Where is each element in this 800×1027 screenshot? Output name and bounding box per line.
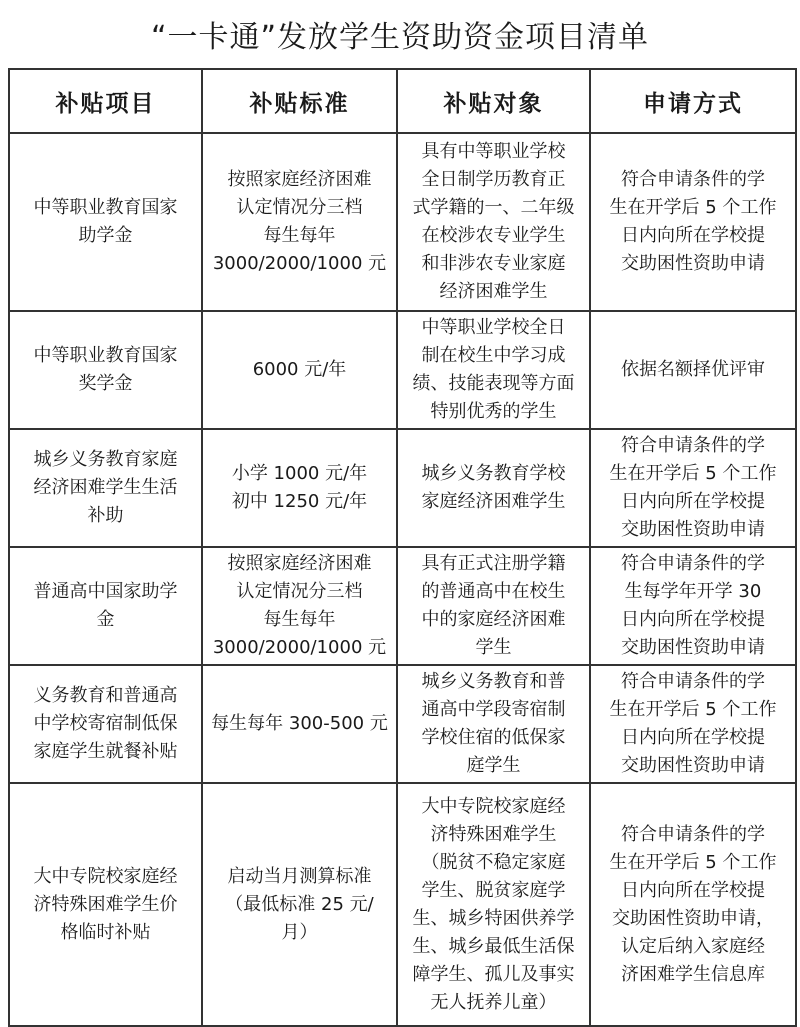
cell-text-line: 月）: [281, 921, 318, 943]
subsidy-table: [8, 68, 797, 1027]
cell-text-line: 格临时补贴: [60, 921, 151, 943]
cell-text-line: 家庭学生就餐补贴: [33, 741, 178, 762]
standard-cell: [202, 311, 397, 429]
cell-text-line: 生每学年开学 30: [624, 581, 762, 602]
item-cell: [9, 429, 202, 547]
cell-text-line: 认定情况分三档: [236, 197, 363, 218]
cell-text-line: 城乡义务教育和普: [421, 671, 566, 692]
cell-text-line: 大中专院校家庭经: [33, 865, 178, 887]
cell-text-line: 交助困性资助申请: [621, 253, 765, 274]
cell-text-line: 启动当月测算标准: [227, 865, 372, 887]
cell-text-line: 中的家庭经济困难: [421, 609, 566, 630]
cell-text-line: 按照家庭经济困难: [227, 169, 372, 190]
cell-text-line: 家庭经济困难学生: [421, 491, 566, 512]
cell-text-line: 城乡义务教育学校: [421, 463, 566, 484]
cell-text-line: 日内向所在学校提: [621, 491, 765, 512]
cell-text-line: 庭学生: [466, 755, 521, 776]
standard-cell: [202, 665, 397, 783]
method-cell: [590, 783, 796, 1026]
cell-text-line: 的普通高中在校生: [421, 581, 566, 602]
header-method: 申请方式: [590, 69, 796, 133]
cell-text-line: 济困难学生信息库: [621, 963, 765, 985]
cell-text-line: 日内向所在学校提: [621, 727, 765, 748]
header-standard: 补贴标准: [202, 69, 397, 133]
cell-text-line: 无人抚养儿童）: [430, 991, 557, 1013]
cell-text-line: 济特殊困难学生: [430, 823, 557, 845]
item-cell: [9, 783, 202, 1026]
cell-text-line: 绩、技能表现等方面: [412, 373, 575, 394]
cell-text-line: 符合申请条件的学: [621, 553, 765, 574]
cell-text-line: 式学籍的一、二年级: [412, 197, 575, 218]
document-title: “一卡通”发放学生资助资金项目清单: [150, 20, 650, 55]
header-target: 补贴对象: [397, 69, 590, 133]
cell-text-line: 交助困性资助申请: [621, 637, 765, 658]
cell-text-line: 每生每年: [263, 225, 336, 246]
cell-text-line: 交助困性资助申请: [621, 755, 765, 776]
cell-text-line: 和非涉农专业家庭: [421, 253, 566, 274]
cell-text-line: 中学校寄宿制低保: [33, 713, 178, 734]
standard-cell: [202, 547, 397, 665]
method-cell: [590, 665, 796, 783]
method-cell: [590, 429, 796, 547]
cell-text-line: 在校涉农专业学生: [421, 225, 566, 246]
cell-text-line: 具有正式注册学籍: [421, 553, 566, 574]
cell-text-line: 生、城乡最低生活保: [412, 935, 575, 957]
cell-text-line: 符合申请条件的学: [621, 435, 765, 456]
table-row: [9, 133, 796, 311]
cell-text-line: 义务教育和普通高: [33, 685, 178, 706]
cell-text-line: 制在校生中学习成: [421, 345, 566, 366]
cell-text-line: 生在开学后 5 个工作: [609, 699, 777, 720]
cell-text-line: 交助困性资助申请，: [612, 907, 774, 929]
cell-text-line: 符合申请条件的学: [621, 671, 765, 692]
cell-text-line: 每生每年 300-500 元: [211, 713, 388, 734]
target-cell: [397, 429, 590, 547]
cell-text-line: 经济困难学生: [439, 281, 548, 302]
cell-text-line: （最低标准 25 元/: [225, 893, 374, 915]
cell-text-line: 补助: [87, 505, 124, 526]
item-cell: [9, 547, 202, 665]
cell-text-line: 金: [96, 609, 115, 630]
cell-text-line: 全日制学历教育正: [421, 169, 566, 190]
table-row: [9, 429, 796, 547]
table-row: [9, 547, 796, 665]
cell-text-line: 特别优秀的学生: [430, 401, 557, 422]
cell-text-line: 符合申请条件的学: [621, 823, 765, 845]
cell-text-line: 认定情况分三档: [236, 581, 363, 602]
cell-text-line: 中等职业学校全日: [421, 317, 566, 338]
cell-text-line: 小学 1000 元/年: [231, 463, 368, 484]
cell-text-line: 初中 1250 元/年: [231, 491, 368, 512]
table-header-row: [9, 69, 796, 133]
table-row: [9, 783, 796, 1026]
target-cell: [397, 783, 590, 1026]
cell-text-line: （脱贫不稳定家庭: [421, 851, 566, 873]
cell-text-line: 中等职业教育国家: [33, 345, 178, 366]
cell-text-line: 奖学金: [78, 373, 133, 394]
cell-text-line: 助学金: [78, 225, 133, 246]
table-row: [9, 311, 796, 429]
item-cell: [9, 311, 202, 429]
cell-text-line: 6000 元/年: [252, 359, 347, 380]
cell-text-line: 济特殊困难学生价: [33, 893, 178, 915]
standard-cell: [202, 783, 397, 1026]
method-cell: [590, 133, 796, 311]
method-cell: [590, 311, 796, 429]
cell-text-line: 具有中等职业学校: [421, 141, 566, 162]
target-cell: [397, 311, 590, 429]
cell-text-line: 3000/2000/1000 元: [212, 637, 387, 658]
cell-text-line: 经济困难学生生活: [33, 477, 178, 498]
table-row: [9, 665, 796, 783]
cell-text-line: 依据名额择优评审: [621, 359, 765, 380]
cell-text-line: 学生: [475, 637, 512, 658]
cell-text-line: 城乡义务教育家庭: [33, 449, 178, 470]
cell-text-line: 学生、脱贫家庭学: [421, 879, 566, 901]
item-cell: [9, 665, 202, 783]
cell-text-line: 障学生、孤儿及事实: [412, 963, 575, 985]
cell-text-line: 日内向所在学校提: [621, 609, 765, 630]
cell-text-line: 通高中学段寄宿制: [421, 699, 566, 720]
item-cell: [9, 133, 202, 311]
cell-text-line: 学校住宿的低保家: [421, 727, 566, 748]
cell-text-line: 生在开学后 5 个工作: [609, 851, 777, 873]
cell-text-line: 日内向所在学校提: [621, 879, 765, 901]
standard-cell: [202, 429, 397, 547]
method-cell: [590, 547, 796, 665]
cell-text-line: 日内向所在学校提: [621, 225, 765, 246]
cell-text-line: 每生每年: [263, 609, 336, 630]
cell-text-line: 认定后纳入家庭经: [621, 935, 765, 957]
cell-text-line: 生在开学后 5 个工作: [609, 463, 777, 484]
cell-text-line: 大中专院校家庭经: [421, 795, 566, 817]
cell-text-line: 中等职业教育国家: [33, 197, 178, 218]
cell-text-line: 按照家庭经济困难: [227, 553, 372, 574]
cell-text-line: 符合申请条件的学: [621, 169, 765, 190]
standard-cell: [202, 133, 397, 311]
target-cell: [397, 547, 590, 665]
cell-text-line: 普通高中国家助学: [33, 581, 178, 602]
target-cell: [397, 665, 590, 783]
cell-text-line: 3000/2000/1000 元: [212, 253, 387, 274]
cell-text-line: 生、城乡特困供养学: [412, 907, 575, 929]
target-cell: [397, 133, 590, 311]
header-item: 补贴项目: [9, 69, 202, 133]
cell-text-line: 交助困性资助申请: [621, 519, 765, 540]
cell-text-line: 生在开学后 5 个工作: [609, 197, 777, 218]
